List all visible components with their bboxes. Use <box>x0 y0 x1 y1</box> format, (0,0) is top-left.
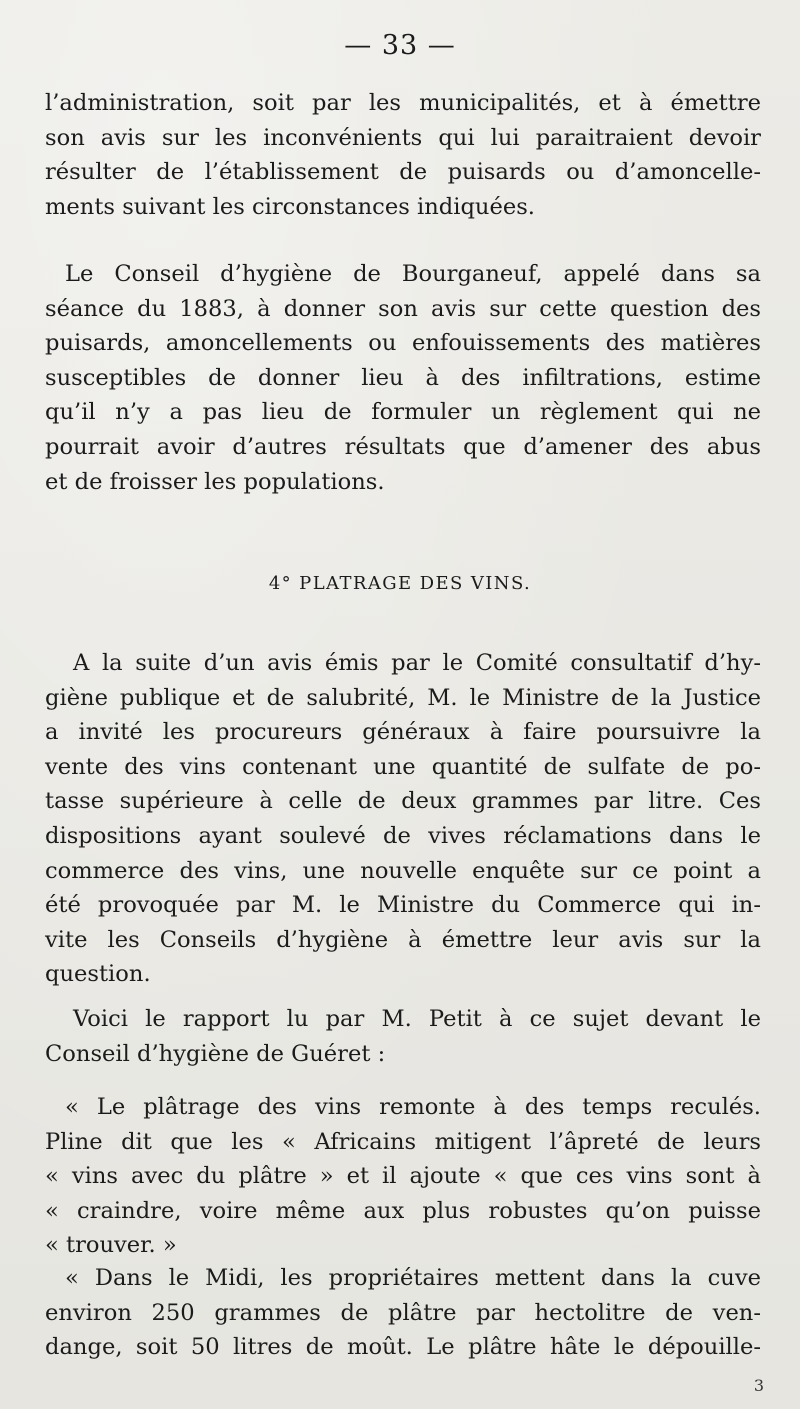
paragraph-2 <box>45 257 761 499</box>
text-line: résulter de l’établissement de puisards ou d’amoncelle- <box>45 159 761 186</box>
paragraph-5-quote <box>45 1090 761 1263</box>
text-line: son avis sur les inconvénients qui lui paraitraient devoir <box>45 124 761 151</box>
paragraph-3 <box>45 646 761 992</box>
page-number: — 33 — <box>344 30 456 61</box>
text-line: Voici le rapport lu par M. Petit à ce sujet devant le <box>73 1006 761 1032</box>
text-line: environ 250 grammes de plâtre par hectolitre de ven- <box>45 1299 761 1326</box>
section-heading: 4° PLATRAGE DES VINS. <box>268 573 532 594</box>
text-line: Pline dit que les « Africains mitigent l’âpreté de leurs <box>45 1128 761 1155</box>
text-line: l’administration, soit par les municipalités, et à émettre <box>45 90 761 116</box>
text-line: « vins avec du plâtre » et il ajoute « que ces vins sont à <box>45 1163 761 1190</box>
text-line: vente des vins contenant une quantité de sulfate de po- <box>45 753 761 780</box>
text-line: été provoquée par M. le Ministre du Commerce qui in- <box>45 892 761 919</box>
paragraph-1 <box>45 86 761 224</box>
text-line: question. <box>45 961 151 988</box>
text-line: giène publique et de salubrité, M. le Ministre de la Justice <box>45 684 761 711</box>
text-line: pourrait avoir d’autres résultats que d’amener des abus <box>45 433 761 460</box>
folio-mark: 3 <box>753 1376 764 1395</box>
text-line: susceptibles de donner lieu à des infiltrations, estime <box>45 364 761 391</box>
text-line: tasse supérieure à celle de deux grammes par litre. Ces <box>45 788 761 815</box>
text-line: « trouver. » <box>45 1232 177 1259</box>
text-line: « craindre, voire même aux plus robustes qu’on puisse <box>45 1197 761 1224</box>
text-line: commerce des vins, une nouvelle enquête sur ce point a <box>45 857 761 884</box>
text-line: ments suivant les circonstances indiquées. <box>45 193 535 220</box>
text-line: dange, soit 50 litres de moût. Le plâtre hâte le dépouille- <box>45 1334 761 1361</box>
text-line: « Le plâtrage des vins remonte à des temps reculés. <box>65 1094 761 1120</box>
text-line: et de froisser les populations. <box>45 468 385 495</box>
text-line: a invité les procureurs généraux à faire poursuivre la <box>45 719 761 746</box>
text-line: Conseil d’hygiène de Guéret : <box>45 1040 386 1067</box>
text-line: séance du 1883, à donner son avis sur cette question des <box>45 295 761 322</box>
text-line: Le Conseil d’hygiène de Bourganeuf, appelé dans sa <box>65 261 761 287</box>
paragraph-6 <box>45 1261 761 1365</box>
text-line: vite les Conseils d’hygiène à émettre leur avis sur la <box>45 926 761 953</box>
text-line: dispositions ayant soulevé de vives réclamations dans le <box>45 822 761 849</box>
paragraph-4 <box>45 1002 761 1071</box>
text-line: qu’il n’y a pas lieu de formuler un règlement qui ne <box>45 399 761 426</box>
text-line: puisards, amoncellements ou enfouissements des matières <box>45 330 761 357</box>
text-line: A la suite d’un avis émis par le Comité consultatif d’hy- <box>73 650 761 676</box>
text-line: « Dans le Midi, les propriétaires mettent dans la cuve <box>65 1265 761 1291</box>
